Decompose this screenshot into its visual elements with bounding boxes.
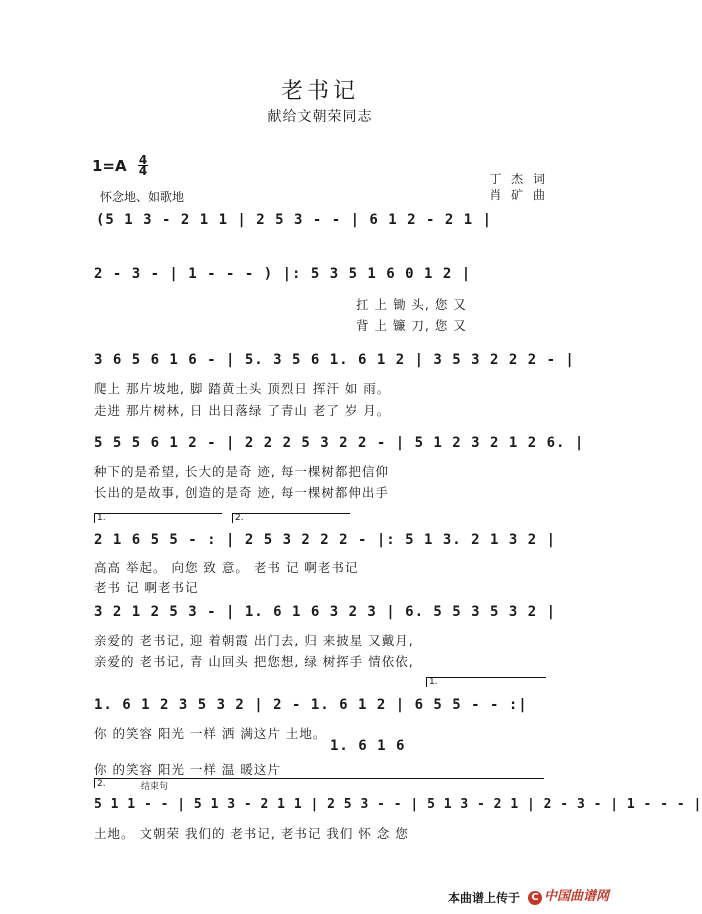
- lyricist-credit: 丁 杰 词: [489, 172, 548, 186]
- score-row-8-lyric-1: 土地。 文朝荣 我们的 老书记, 老书记 我们 怀 念 您: [94, 826, 409, 841]
- volta-bracket-2: [232, 513, 350, 514]
- volta-bracket-4-edge: [94, 778, 95, 788]
- score-row-3-lyric-1: 爬上 那片坡地, 脚 踏黄土头 顶烈日 挥汗 如 雨。: [94, 381, 391, 396]
- volta-bracket-2-edge: [232, 513, 233, 523]
- volta-bracket-1-edge: [94, 513, 95, 523]
- volta-bracket-1: [94, 513, 222, 514]
- score-row-1-notes: (5 1 3 - 2 1 1 | 2 5 3 - - | 6 1 2 - 2 1 |: [96, 212, 493, 228]
- score-row-8-notes: 5 1 1 - - | 5 1 3 - 2 1 1 | 2 5 3 - - | 5 1 3 - 2 1 | 2 - 3 - | 1 - - - |: [94, 797, 702, 812]
- site-logo-icon: C: [528, 891, 542, 905]
- score-row-7-alt-notes: 1. 6 1 6: [330, 738, 406, 754]
- time-bottom: 4: [138, 164, 148, 178]
- score-row-7-lyric-1: 你 的笑容 阳光 一样 洒 满这片 土地。: [94, 726, 327, 741]
- score-row-7-lyric-2: 你 的笑容 阳光 一样 温 暖这片: [94, 762, 281, 777]
- score-row-2-lyric-1: 扛 上 锄 头, 您 又: [356, 297, 467, 312]
- ending-label: 结束句: [141, 782, 169, 792]
- score-row-2-notes: 2 - 3 - | 1 - - - ) |: 5 3 5 1 6 0 1 2 |: [94, 266, 472, 282]
- score-row-5-notes: 2 1 6 5 5 - : | 2 5 3 2 2 2 - |: 5 1 3. 2 1 3 2 |: [94, 532, 557, 548]
- score-row-3-lyric-2: 走进 那片树林, 日 出日落绿 了青山 老了 岁 月。: [94, 403, 391, 418]
- score-row-5-lyric-1: 高高 举起。 向您 致 意。 老书 记 啊老书记: [94, 560, 359, 575]
- volta-1-label: 1.: [97, 513, 106, 523]
- volta-2-label: 2.: [235, 513, 244, 523]
- score-row-4-lyric-2: 长出的是故事, 创造的是奇 迹, 每一棵树都伸出手: [94, 485, 389, 500]
- site-logo-text: 中国曲谱网: [544, 889, 610, 904]
- tempo-marking: 怀念地、如歌地: [100, 190, 185, 204]
- score-row-2-lyric-2: 背 上 镰 刀, 您 又: [356, 318, 467, 333]
- score-row-4-notes: 5 5 5 6 1 2 - | 2 2 2 5 3 2 2 - | 5 1 2 3 2 1 2 6. |: [94, 435, 585, 451]
- volta-bracket-3: [426, 677, 546, 678]
- score-row-6-notes: 3 2 1 2 5 3 - | 1. 6 1 6 3 2 3 | 6. 5 5 3 5 3 2 |: [94, 604, 557, 620]
- song-subtitle: 献给文朝荣同志: [267, 109, 373, 125]
- volta-4-label: 2.: [97, 779, 106, 789]
- score-row-6-lyric-2: 亲爱的 老书记, 青 山回头 把您想, 绿 树挥手 情依依,: [94, 654, 414, 669]
- score-row-4-lyric-1: 种下的是希望, 长大的是奇 迹, 每一棵树都把信仰: [94, 464, 389, 479]
- volta-bracket-3-edge: [426, 677, 427, 687]
- score-row-5-lyric-2: 老书 记 啊老书记: [94, 580, 199, 595]
- upload-note: 本曲谱上传于: [448, 891, 521, 905]
- score-row-3-notes: 3 6 5 6 1 6 - | 5. 3 5 6 1. 6 1 2 | 3 5 3 2 2 2 - |: [94, 352, 575, 368]
- score-row-7-notes: 1. 6 1 2 3 5 3 2 | 2 - 1. 6 1 2 | 6 5 5 - - :|: [94, 697, 528, 713]
- key-signature: 1=A: [92, 157, 127, 175]
- composer-credit: 肖 矿 曲: [489, 188, 548, 202]
- volta-3-label: 1.: [429, 677, 438, 687]
- song-title: 老书记: [280, 79, 359, 104]
- score-row-6-lyric-1: 亲爱的 老书记, 迎 着朝霞 出门去, 归 来披星 又戴月,: [94, 633, 414, 648]
- time-signature: [138, 155, 148, 176]
- time-top: 4: [138, 153, 148, 167]
- site-logo[interactable]: [528, 885, 609, 905]
